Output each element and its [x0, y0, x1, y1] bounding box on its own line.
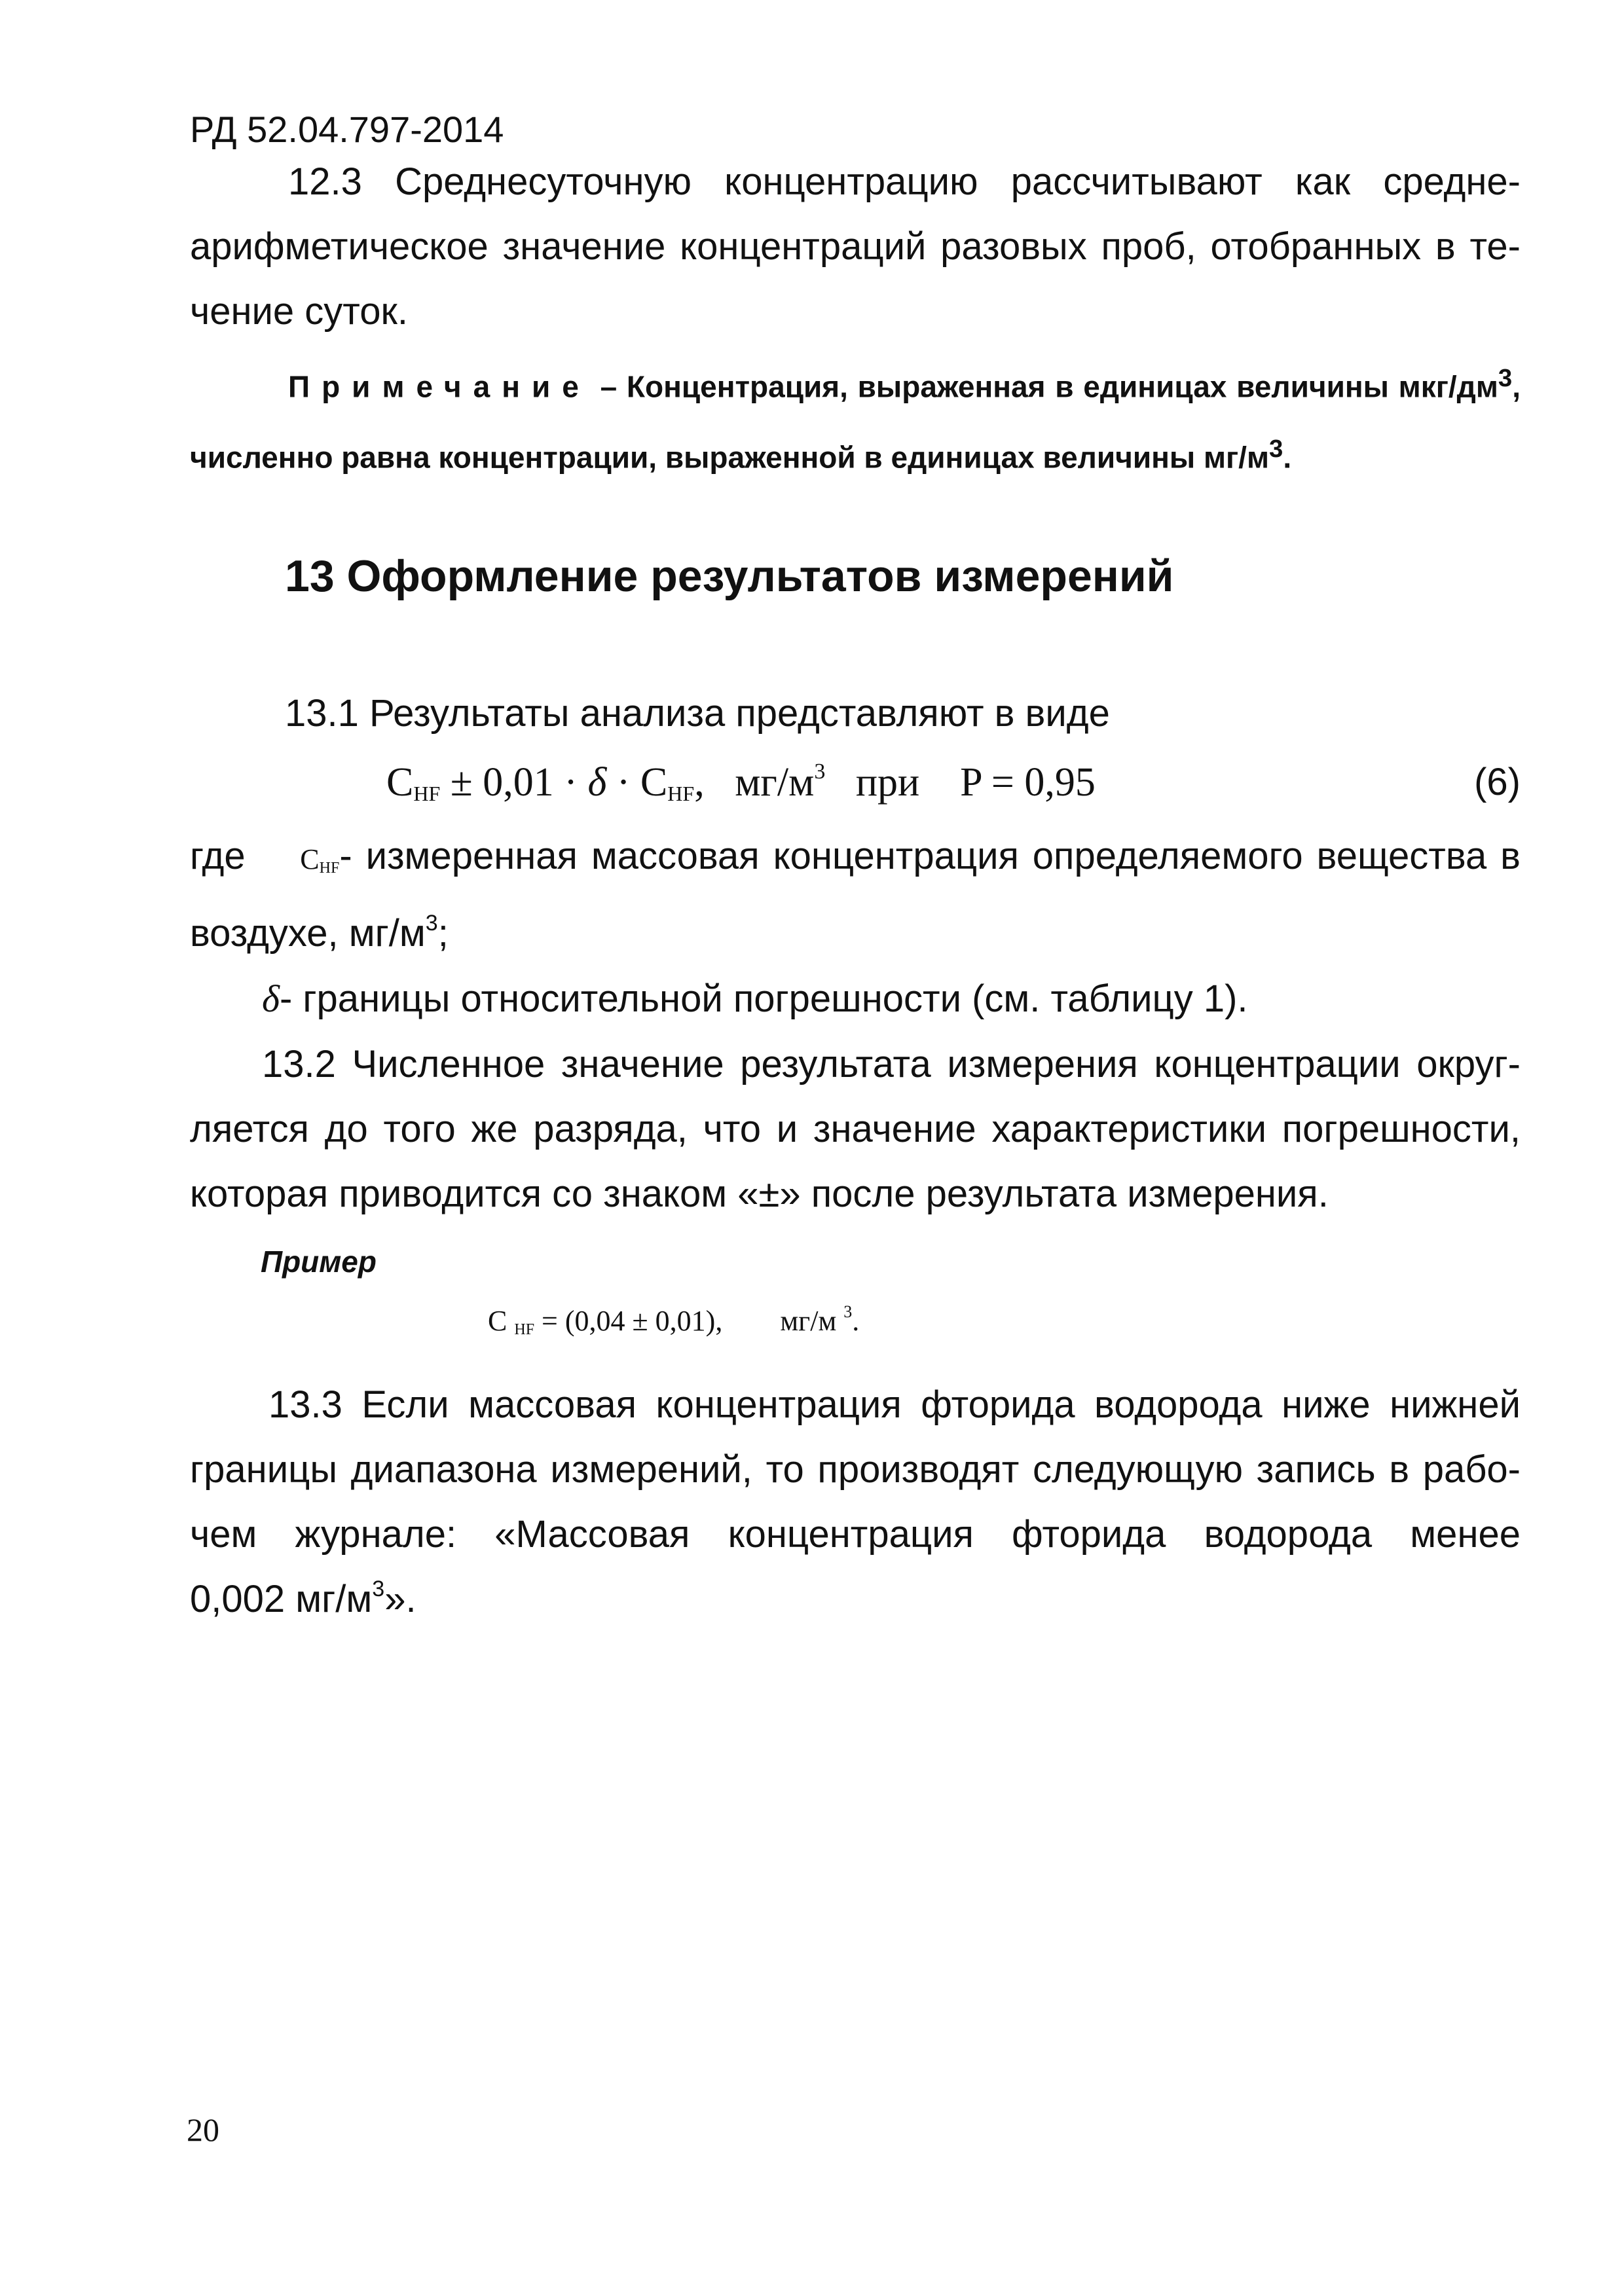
formula-subscript: HF: [413, 782, 441, 805]
example-punct: .: [852, 1305, 860, 1337]
where-clause: [190, 824, 1521, 966]
note-punct: .: [1283, 440, 1292, 475]
where-word: где: [190, 835, 246, 877]
note-label: Примечание: [288, 369, 591, 404]
paragraph-line: 13.2 Численное значение результата измерения концентрации округ-: [262, 1043, 1521, 1085]
delta-symbol: δ: [262, 977, 280, 1020]
note-block: [190, 347, 1521, 489]
paragraph-13-2: [190, 1032, 1521, 1226]
paragraph-text: 0,002 мг/м: [190, 1578, 373, 1620]
example-symbol: C: [488, 1305, 507, 1337]
symbol-subscript: HF: [319, 860, 340, 877]
where-line: [190, 901, 1521, 966]
note-line: [190, 347, 1521, 418]
formula-part: ,: [694, 760, 705, 805]
example-body: = (0,04 ± 0,01),: [534, 1305, 723, 1337]
example-label: Пример: [261, 1245, 377, 1279]
note-text: численно равна концентрации, выраженной в единицах величины мг/м: [190, 440, 1269, 475]
paragraph-12-3: [190, 149, 1521, 344]
paragraph-line: арифметическое значение концентраций разовых проб, отобранных в те-: [190, 225, 1521, 268]
example-unit: мг/м: [780, 1305, 837, 1337]
paragraph-line: [190, 1567, 1521, 1631]
note-line: [190, 418, 1521, 488]
where-punct: ;: [437, 912, 449, 955]
paragraph-line: 13.3 Если массовая концентрация фторида водорода ниже нижней: [268, 1383, 1521, 1426]
paragraph-13-3: [190, 1372, 1521, 1631]
formula-6: [386, 750, 1096, 826]
paragraph-line: границы диапазона измерений, то производят следующую запись в рабо-: [190, 1448, 1521, 1491]
formula-part: при: [855, 760, 920, 805]
where-line: [190, 824, 1521, 901]
where-text: - измеренная массовая концентрация определяемого вещества в: [339, 835, 1521, 877]
paragraph-13-1-intro: 13.1 Результаты анализа представляют в виде: [285, 692, 1110, 735]
paragraph-line: 12.3 Среднесуточную концентрацию рассчитывают как средне-: [288, 160, 1521, 203]
example-superscript: 3: [843, 1302, 853, 1321]
example-formula: [488, 1302, 859, 1349]
note-text: – Концентрация, выраженная в единицах величины мкг/дм: [590, 369, 1498, 404]
section-heading: 13 Оформление результатов измерений: [285, 551, 1174, 601]
paragraph-line: чение суток.: [190, 290, 408, 333]
formula-delta: δ: [587, 760, 607, 805]
formula-subscript: HF: [667, 782, 695, 805]
paragraph-punct: ».: [384, 1578, 416, 1620]
equation-number: (6): [1474, 761, 1521, 803]
formula-probability: P = 0,95: [960, 760, 1096, 805]
formula-part: ± 0,01 ·: [440, 760, 588, 805]
paragraph-line: ляется до того же разряда, что и значение характеристики погрешности,: [190, 1108, 1521, 1150]
note-punct: ,: [1512, 369, 1521, 404]
paragraph-superscript: 3: [372, 1576, 385, 1601]
paragraph-line: которая приводится со знаком «±» после результата измерения.: [190, 1173, 1329, 1215]
where-superscript: 3: [425, 911, 438, 936]
where-symbol: [300, 843, 339, 875]
symbol-c: C: [300, 843, 320, 875]
document-id: РД 52.04.797-2014: [190, 109, 504, 150]
page-number: 20: [187, 2111, 219, 2148]
formula-superscript: 3: [814, 759, 826, 784]
paragraph-line: чем журнале: «Массовая концентрация фторида водорода менее: [190, 1513, 1521, 1556]
formula-part: · C: [606, 760, 668, 805]
note-superscript: 3: [1498, 364, 1513, 392]
where-text: воздухе, мг/м: [190, 912, 426, 955]
example-subscript: HF: [514, 1321, 535, 1338]
formula-symbol: C: [386, 760, 414, 805]
formula-unit: мг/м: [735, 760, 815, 805]
note-superscript: 3: [1268, 435, 1283, 464]
delta-definition: [262, 966, 1248, 1031]
delta-text: - границы относительной погрешности (см. таблицу 1).: [279, 977, 1248, 1020]
